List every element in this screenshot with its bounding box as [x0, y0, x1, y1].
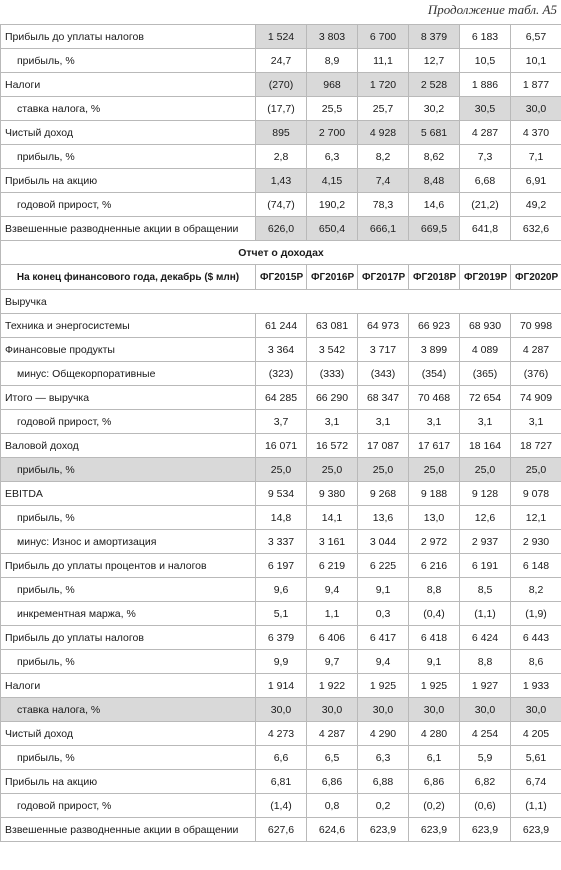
value-cell: 1 886: [460, 73, 511, 97]
value-cell: 16 572: [307, 434, 358, 458]
value-cell: 627,6: [256, 818, 307, 842]
row-label: минус: Общекорпоративные: [1, 362, 256, 386]
table-row: [1, 626, 561, 650]
row-label: прибыль, %: [1, 746, 256, 770]
value-cell: 9 078: [511, 482, 561, 506]
value-cell: 10,5: [460, 49, 511, 73]
value-cell: 0,2: [358, 794, 409, 818]
value-cell: 66 923: [409, 314, 460, 338]
table-row: [1, 794, 561, 818]
revenue-section-label: Выручка: [1, 290, 561, 314]
year-header: ФГ2017Р: [358, 265, 409, 290]
value-cell: (1,4): [256, 794, 307, 818]
value-cell: 1 933: [511, 674, 561, 698]
value-cell: 9,7: [307, 650, 358, 674]
value-cell: 0,8: [307, 794, 358, 818]
row-label: Прибыль на акцию: [1, 770, 256, 794]
value-cell: 30,0: [511, 97, 561, 121]
value-cell: 650,4: [307, 217, 358, 241]
value-cell: 3,1: [460, 410, 511, 434]
row-label: годовой прирост, %: [1, 410, 256, 434]
value-cell: 8,9: [307, 49, 358, 73]
value-cell: 12,7: [409, 49, 460, 73]
table-row: [1, 818, 561, 842]
table-row: [1, 554, 561, 578]
value-cell: 70 998: [511, 314, 561, 338]
table-caption: Продолжение табл. А5: [427, 2, 557, 17]
value-cell: 2 930: [511, 530, 561, 554]
row-label: прибыль, %: [1, 578, 256, 602]
value-cell: (1,1): [460, 602, 511, 626]
table-row: [1, 650, 561, 674]
value-cell: 25,0: [409, 458, 460, 482]
value-cell: 5 681: [409, 121, 460, 145]
value-cell: 6 183: [460, 25, 511, 49]
financial-table: [0, 24, 561, 842]
value-cell: 626,0: [256, 217, 307, 241]
value-cell: 9 380: [307, 482, 358, 506]
row-label: ставка налога, %: [1, 97, 256, 121]
value-cell: 6,6: [256, 746, 307, 770]
value-cell: 9 128: [460, 482, 511, 506]
value-cell: 30,0: [511, 698, 561, 722]
value-cell: 6,3: [358, 746, 409, 770]
section-title: Отчет о доходах: [1, 241, 561, 265]
table-row: [1, 722, 561, 746]
year-header: ФГ2019Р: [460, 265, 511, 290]
value-cell: 6 216: [409, 554, 460, 578]
value-cell: 25,0: [460, 458, 511, 482]
row-label: Налоги: [1, 674, 256, 698]
value-cell: 18 727: [511, 434, 561, 458]
value-cell: (1,1): [511, 794, 561, 818]
value-cell: 30,5: [460, 97, 511, 121]
value-cell: 6 424: [460, 626, 511, 650]
row-label: Итого — выручка: [1, 386, 256, 410]
value-cell: 14,8: [256, 506, 307, 530]
value-cell: (21,2): [460, 193, 511, 217]
value-cell: 6 418: [409, 626, 460, 650]
value-cell: 24,7: [256, 49, 307, 73]
value-cell: 8,2: [358, 145, 409, 169]
value-cell: 68 930: [460, 314, 511, 338]
table-row: [1, 97, 561, 121]
table-row: [1, 362, 561, 386]
table-row: [1, 530, 561, 554]
value-cell: 1,43: [256, 169, 307, 193]
value-cell: 3,7: [256, 410, 307, 434]
value-cell: (0,4): [409, 602, 460, 626]
value-cell: 3,1: [511, 410, 561, 434]
value-cell: 12,1: [511, 506, 561, 530]
value-cell: 1 925: [409, 674, 460, 698]
value-cell: 16 071: [256, 434, 307, 458]
row-label: Чистый доход: [1, 121, 256, 145]
value-cell: 623,9: [511, 818, 561, 842]
value-cell: 25,5: [307, 97, 358, 121]
value-cell: 8,5: [460, 578, 511, 602]
value-cell: 9 534: [256, 482, 307, 506]
value-cell: 3 717: [358, 338, 409, 362]
row-label: прибыль, %: [1, 506, 256, 530]
row-label: Чистый доход: [1, 722, 256, 746]
value-cell: 68 347: [358, 386, 409, 410]
value-cell: 9,1: [409, 650, 460, 674]
value-cell: 1 914: [256, 674, 307, 698]
value-cell: 2 700: [307, 121, 358, 145]
value-cell: 30,0: [307, 698, 358, 722]
value-cell: 4 287: [511, 338, 561, 362]
value-cell: 8,62: [409, 145, 460, 169]
row-label: Налоги: [1, 73, 256, 97]
value-cell: 6,88: [358, 770, 409, 794]
value-cell: 624,6: [307, 818, 358, 842]
value-cell: 8,8: [409, 578, 460, 602]
value-cell: 8,2: [511, 578, 561, 602]
value-cell: 9 268: [358, 482, 409, 506]
value-cell: 3 044: [358, 530, 409, 554]
value-cell: 49,2: [511, 193, 561, 217]
value-cell: (323): [256, 362, 307, 386]
value-cell: 3 337: [256, 530, 307, 554]
top-section: [1, 25, 561, 241]
value-cell: 6,81: [256, 770, 307, 794]
value-cell: 6,86: [307, 770, 358, 794]
value-cell: 2 528: [409, 73, 460, 97]
row-label: годовой прирост, %: [1, 794, 256, 818]
value-cell: (343): [358, 362, 409, 386]
value-cell: 1 927: [460, 674, 511, 698]
value-cell: 6,68: [460, 169, 511, 193]
value-cell: 4 928: [358, 121, 409, 145]
value-cell: 25,7: [358, 97, 409, 121]
value-cell: 8,48: [409, 169, 460, 193]
table-row: [1, 121, 561, 145]
value-cell: 4 290: [358, 722, 409, 746]
value-cell: 2 937: [460, 530, 511, 554]
value-cell: 6 225: [358, 554, 409, 578]
value-cell: 10,1: [511, 49, 561, 73]
value-cell: 6,57: [511, 25, 561, 49]
value-cell: (270): [256, 73, 307, 97]
value-cell: 8,8: [460, 650, 511, 674]
bottom-section: [1, 314, 561, 842]
value-cell: 3,1: [358, 410, 409, 434]
table-row: [1, 770, 561, 794]
value-cell: (0,6): [460, 794, 511, 818]
value-cell: 895: [256, 121, 307, 145]
value-cell: 25,0: [307, 458, 358, 482]
value-cell: 30,2: [409, 97, 460, 121]
value-cell: 9,1: [358, 578, 409, 602]
value-cell: 6,82: [460, 770, 511, 794]
value-cell: 1 720: [358, 73, 409, 97]
value-cell: 6,86: [409, 770, 460, 794]
value-cell: 5,1: [256, 602, 307, 626]
value-cell: 623,9: [358, 818, 409, 842]
value-cell: 17 087: [358, 434, 409, 458]
value-cell: 7,1: [511, 145, 561, 169]
value-cell: 968: [307, 73, 358, 97]
header-label: На конец финансового года, декабрь ($ млн): [1, 265, 256, 290]
table-row: [1, 49, 561, 73]
value-cell: 18 164: [460, 434, 511, 458]
table-row: [1, 674, 561, 698]
value-cell: 3 803: [307, 25, 358, 49]
row-label: минус: Износ и амортизация: [1, 530, 256, 554]
row-label: Техника и энергосистемы: [1, 314, 256, 338]
value-cell: (74,7): [256, 193, 307, 217]
row-label: Взвешенные разводненные акции в обращении: [1, 217, 256, 241]
value-cell: 6 148: [511, 554, 561, 578]
value-cell: 4 287: [307, 722, 358, 746]
value-cell: 9 188: [409, 482, 460, 506]
year-header: ФГ2016Р: [307, 265, 358, 290]
income-statement-header: [1, 241, 561, 314]
value-cell: 64 973: [358, 314, 409, 338]
value-cell: 666,1: [358, 217, 409, 241]
year-header: ФГ2018Р: [409, 265, 460, 290]
table-row: [1, 602, 561, 626]
table-row: [1, 73, 561, 97]
table-row: [1, 25, 561, 49]
table-row: [1, 145, 561, 169]
table-row: [1, 506, 561, 530]
value-cell: 13,0: [409, 506, 460, 530]
value-cell: 623,9: [460, 818, 511, 842]
value-cell: 6 197: [256, 554, 307, 578]
value-cell: 30,0: [460, 698, 511, 722]
value-cell: 78,3: [358, 193, 409, 217]
value-cell: 1 877: [511, 73, 561, 97]
value-cell: 6 379: [256, 626, 307, 650]
row-label: Прибыль до уплаты налогов: [1, 25, 256, 49]
table-row: [1, 193, 561, 217]
value-cell: 72 654: [460, 386, 511, 410]
value-cell: 30,0: [256, 698, 307, 722]
table-row: [1, 338, 561, 362]
value-cell: 3 161: [307, 530, 358, 554]
table-row: [1, 217, 561, 241]
year-header: ФГ2020Р: [511, 265, 561, 290]
value-cell: 3,1: [307, 410, 358, 434]
value-cell: (354): [409, 362, 460, 386]
table-row: [1, 434, 561, 458]
value-cell: 623,9: [409, 818, 460, 842]
value-cell: 3 542: [307, 338, 358, 362]
row-label: Прибыль до уплаты налогов: [1, 626, 256, 650]
value-cell: 14,6: [409, 193, 460, 217]
value-cell: 1 524: [256, 25, 307, 49]
value-cell: (1,9): [511, 602, 561, 626]
value-cell: 11,1: [358, 49, 409, 73]
value-cell: 190,2: [307, 193, 358, 217]
value-cell: 5,61: [511, 746, 561, 770]
value-cell: 66 290: [307, 386, 358, 410]
value-cell: 5,9: [460, 746, 511, 770]
value-cell: 12,6: [460, 506, 511, 530]
value-cell: 6 219: [307, 554, 358, 578]
row-label: Прибыль до уплаты процентов и налогов: [1, 554, 256, 578]
value-cell: (365): [460, 362, 511, 386]
value-cell: 669,5: [409, 217, 460, 241]
value-cell: 9,4: [358, 650, 409, 674]
value-cell: 7,4: [358, 169, 409, 193]
value-cell: 4 287: [460, 121, 511, 145]
row-label: прибыль, %: [1, 650, 256, 674]
year-header: ФГ2015Р: [256, 265, 307, 290]
value-cell: 4 205: [511, 722, 561, 746]
value-cell: 3 364: [256, 338, 307, 362]
value-cell: 4 370: [511, 121, 561, 145]
value-cell: 641,8: [460, 217, 511, 241]
value-cell: 1,1: [307, 602, 358, 626]
row-label: Взвешенные разводненные акции в обращении: [1, 818, 256, 842]
value-cell: 6,91: [511, 169, 561, 193]
row-label: годовой прирост, %: [1, 193, 256, 217]
table-row: [1, 458, 561, 482]
table-row: [1, 578, 561, 602]
value-cell: 6 443: [511, 626, 561, 650]
row-label: прибыль, %: [1, 145, 256, 169]
table-row: [1, 314, 561, 338]
value-cell: 30,0: [409, 698, 460, 722]
value-cell: 17 617: [409, 434, 460, 458]
value-cell: 0,3: [358, 602, 409, 626]
value-cell: 70 468: [409, 386, 460, 410]
table-row: [1, 410, 561, 434]
value-cell: 9,4: [307, 578, 358, 602]
value-cell: 9,6: [256, 578, 307, 602]
row-label: Прибыль на акцию: [1, 169, 256, 193]
row-label: прибыль, %: [1, 49, 256, 73]
value-cell: 2,8: [256, 145, 307, 169]
value-cell: 632,6: [511, 217, 561, 241]
value-cell: 6,1: [409, 746, 460, 770]
value-cell: 6,5: [307, 746, 358, 770]
value-cell: 13,6: [358, 506, 409, 530]
value-cell: (17,7): [256, 97, 307, 121]
value-cell: 25,0: [511, 458, 561, 482]
table-row: [1, 746, 561, 770]
value-cell: 1 922: [307, 674, 358, 698]
value-cell: 6 406: [307, 626, 358, 650]
value-cell: 9,9: [256, 650, 307, 674]
value-cell: 4 273: [256, 722, 307, 746]
value-cell: 2 972: [409, 530, 460, 554]
value-cell: 63 081: [307, 314, 358, 338]
value-cell: 4 089: [460, 338, 511, 362]
value-cell: 1 925: [358, 674, 409, 698]
value-cell: 8,6: [511, 650, 561, 674]
value-cell: 3 899: [409, 338, 460, 362]
value-cell: 30,0: [358, 698, 409, 722]
value-cell: 25,0: [358, 458, 409, 482]
value-cell: 6 191: [460, 554, 511, 578]
table-row: [1, 386, 561, 410]
table-row: [1, 482, 561, 506]
value-cell: 4 280: [409, 722, 460, 746]
value-cell: 6 417: [358, 626, 409, 650]
table-row: [1, 698, 561, 722]
value-cell: 61 244: [256, 314, 307, 338]
value-cell: (376): [511, 362, 561, 386]
row-label: Финансовые продукты: [1, 338, 256, 362]
value-cell: 8 379: [409, 25, 460, 49]
row-label: инкрементная маржа, %: [1, 602, 256, 626]
value-cell: 4 254: [460, 722, 511, 746]
value-cell: 6,3: [307, 145, 358, 169]
row-label: ставка налога, %: [1, 698, 256, 722]
value-cell: 6 700: [358, 25, 409, 49]
row-label: Валовой доход: [1, 434, 256, 458]
value-cell: 7,3: [460, 145, 511, 169]
value-cell: 4,15: [307, 169, 358, 193]
value-cell: 3,1: [409, 410, 460, 434]
value-cell: 6,74: [511, 770, 561, 794]
value-cell: 74 909: [511, 386, 561, 410]
value-cell: (333): [307, 362, 358, 386]
row-label: прибыль, %: [1, 458, 256, 482]
value-cell: 64 285: [256, 386, 307, 410]
value-cell: (0,2): [409, 794, 460, 818]
value-cell: 14,1: [307, 506, 358, 530]
table-row: [1, 169, 561, 193]
row-label: EBITDA: [1, 482, 256, 506]
value-cell: 25,0: [256, 458, 307, 482]
